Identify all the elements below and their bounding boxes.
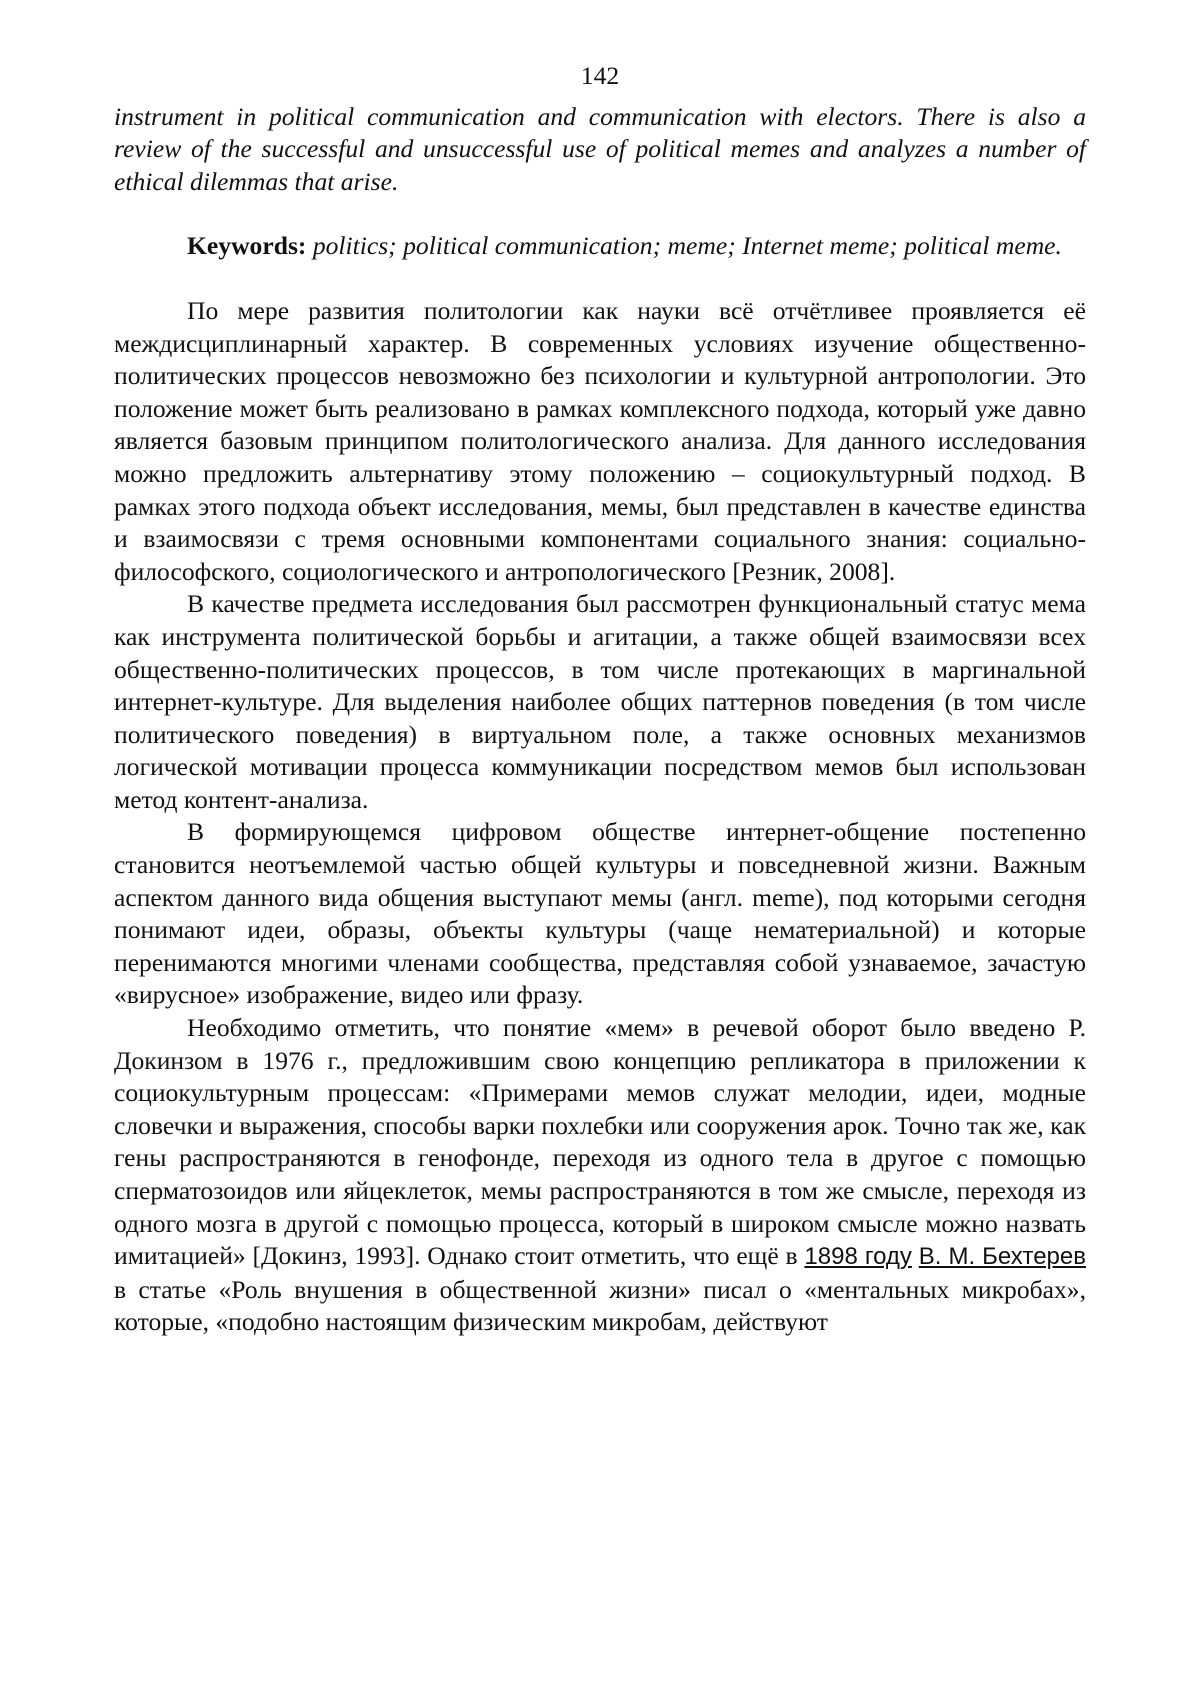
paragraph-4-text-end: в статье «Роль внушения в общественной жизни» писал о «ментальных микробах», которые, «подобно настоящим физическим микробам, действуют (114, 1274, 1086, 1337)
keywords-label: Keywords: (187, 231, 307, 261)
paragraph-4-text-start: Необходимо отметить, что понятие «мем» в речевой оборот было введено Р. Докинзом в 1976 г., предложившим свою концепцию репликатора в приложении к социокультурным процессам: «Примерами мемов служат мелодии, идеи, модные словечки и выражения, способы варки похлебки или сооружения арок. Точно так же, как гены распространяются в генофонде, переходя из одного тела в другое с помощью сперматозоидов или яйцеклеток, мемы распространяются в том же смысле, переходя из одного мозга в другой с помощью процесса, который в широком смысле можно назвать имитацией» [Докинз, 1993]. Однако стоит отметить, что ещё в (114, 1013, 1086, 1271)
body-paragraph-3: В формирующемся цифровом обществе интернет-общение постепенно становится неотъемлемой частью общей культуры и повседневной жизни. Важным аспектом данного вида общения выступают мемы (англ. meme), под которыми сегодня понимают идеи, образы, объекты культуры (чаще нематериальной) и которые перенимаются многими членами сообщества, представляя собой узнаваемое, зачастую «вирусное» изображение, видео или фразу. (114, 817, 1086, 1010)
link-year-1898[interactable]: 1898 году (804, 1243, 912, 1271)
keywords-text: politics; political communication; meme; Internet meme; political meme. (306, 231, 1062, 261)
document-page (114, 60, 1086, 1339)
body-paragraph-4 (114, 1012, 1086, 1339)
keywords-line (114, 230, 1086, 263)
page-number: 142 (580, 61, 620, 90)
body-paragraph-2: В качестве предмета исследования был рассмотрен функциональный статус мема как инструмента политической борьбы и агитации, а также общей взаимосвязи всех общественно-политических процессов, в том числе протекающих в маргинальной интернет-культуре. Для выделения наиболее общих паттернов поведения (в том числе политического поведения) в виртуальном поле, а также основных механизмов логической мотивации процесса коммуникации посредством мемов был использован метод контент-анализа. (114, 589, 1086, 814)
link-bekhterev[interactable]: В. М. Бехтерев (918, 1243, 1086, 1271)
abstract-text: instrument in political communication and communication with electors. There is also a review of the successful and unsuccessful use of political memes and analyzes a number of ethical dilemmas that arise. (114, 101, 1086, 196)
body-paragraph-1: По мере развития политологии как науки всё отчётливее проявляется её междисциплинарный характер. В современных условиях изучение общественно-политических процессов невозможно без психологии и культурной антропологии. Это положение может быть реализовано в рамках комплексного подхода, который уже давно является базовым принципом политологического анализа. Для данного исследования можно предложить альтернативу этому положению – социокультурный подход. В рамках этого подхода объект исследования, мемы, был представлен в качестве единства и взаимосвязи с тремя основными компонентами социального знания: социально-философского, социологического и антропологического [Резник, 2008]. (114, 295, 1086, 586)
